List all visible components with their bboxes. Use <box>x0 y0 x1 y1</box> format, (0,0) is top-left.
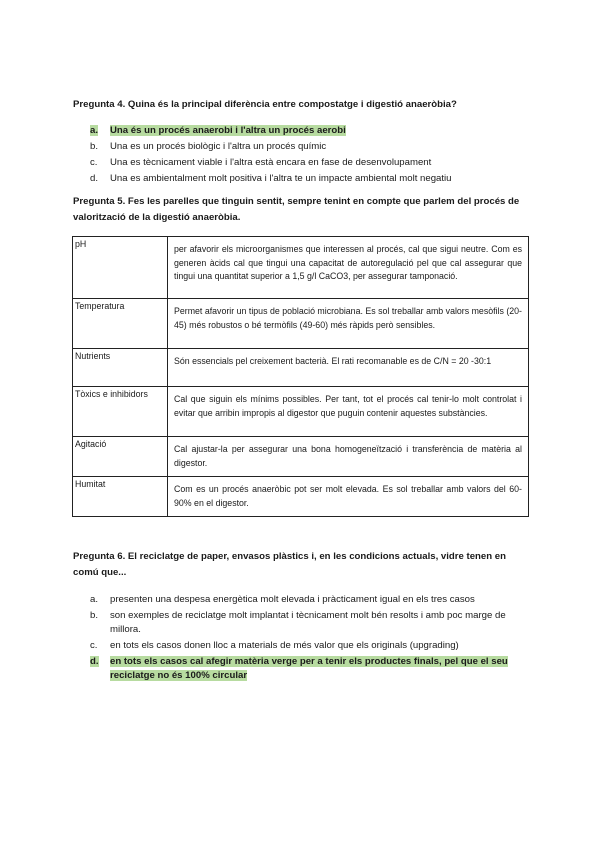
term-cell: Nutrients <box>73 349 168 387</box>
definition-cell: per afavorir els microorganismes que interessen al procés, cal que sigui neutre. Com es generen àcids cal que tingui una capacitat de autoregulació pel que cal assegurar que tingui una quantitat superior a 1,5 g/l CaCO3, per assegurar tamponació. <box>168 237 529 299</box>
definition-cell: Cal que siguin els mínims possibles. Per tant, tot el procés cal tenir-lo molt controlat i evitar que arribin impropis al digestor que puguin contenir aquestes substàncies. <box>168 387 529 437</box>
question-4-title: Pregunta 4. Quina és la principal diferència entre compostatge i digestió anaeròbia? <box>73 99 457 110</box>
option-letter: c. <box>90 640 98 651</box>
term-cell: Tòxics e inhibidors <box>73 387 168 437</box>
term-cell: Agitació <box>73 437 168 477</box>
option-text: son exemples de reciclatge molt implantat i tècnicament molt bén resolts i amb poc marge de millora. <box>110 610 506 635</box>
pairs-table <box>72 236 529 517</box>
term-cell: pH <box>73 237 168 299</box>
question-6-option-d <box>73 655 533 683</box>
table-row <box>73 387 529 437</box>
definition-cell: Són essencials pel creixement bacterià. El rati recomanable es de C/N = 20 -30:1 <box>168 349 529 387</box>
option-text: Una es un procés biològic i l'altra un procés químic <box>110 141 327 152</box>
option-letter: a. <box>90 125 99 136</box>
option-text-highlighted: en tots els casos cal afegir matèria verge per a tenir els productes finals, pel que el seu reciclatge no és 100% circular <box>110 656 508 681</box>
question-6-option-c <box>73 639 533 653</box>
option-letter: b. <box>90 610 99 621</box>
option-letter: b. <box>90 141 99 152</box>
term-cell: Humitat <box>73 477 168 517</box>
option-text: Una es tècnicament viable i l'altra està encara en fase de desenvolupament <box>110 157 432 168</box>
table-row <box>73 237 529 299</box>
question-4-options <box>73 124 533 188</box>
question-4-option-d <box>73 172 533 186</box>
option-letter: c. <box>90 157 98 168</box>
option-text: en tots els casos donen lloc a materials de més valor que els originals (upgrading) <box>110 640 459 651</box>
table-row <box>73 299 529 349</box>
option-letter: d. <box>90 173 99 184</box>
term-cell: Temperatura <box>73 299 168 349</box>
question-5-title: Pregunta 5. Fes les parelles que tinguin sentit, sempre tenint en compte que parlem del procés de valorització de la digestió anaeròbia. <box>73 196 520 223</box>
option-text-highlighted: Una és un procés anaerobi i l'altra un procés aerobi <box>110 125 346 136</box>
definition-cell: Com es un procés anaeròbic pot ser molt elevada. Es sol treballar amb valors del 60-90% en el digestor. <box>168 477 529 517</box>
question-6-option-a <box>73 593 533 607</box>
definition-cell: Cal ajustar-la per assegurar una bona homogeneïtzació i transferència de matèria al digestor. <box>168 437 529 477</box>
question-4-option-c <box>73 156 533 170</box>
question-6-title: Pregunta 6. El reciclatge de paper, envasos plàstics i, en les condicions actuals, vidre tenen en comú que... <box>73 551 506 578</box>
question-6-options <box>73 593 533 685</box>
question-4-option-a <box>73 124 533 138</box>
option-text: presenten una despesa energètica molt elevada i pràcticament igual en els tres casos <box>110 594 475 605</box>
option-letter: d. <box>90 656 99 667</box>
question-6-option-b <box>73 609 533 637</box>
option-letter: a. <box>90 594 99 605</box>
table-row <box>73 477 529 517</box>
table-row <box>73 437 529 477</box>
definition-cell: Permet afavorir un tipus de població microbiana. Es sol treballar amb valors mesòfils (20-45) més robustos o bé termòfils (49-60) més ràpids però sensibles. <box>168 299 529 349</box>
question-4-option-b <box>73 140 533 154</box>
option-text: Una es ambientalment molt positiva i l'altra te un impacte ambiental molt negatiu <box>110 173 452 184</box>
table-row <box>73 349 529 387</box>
